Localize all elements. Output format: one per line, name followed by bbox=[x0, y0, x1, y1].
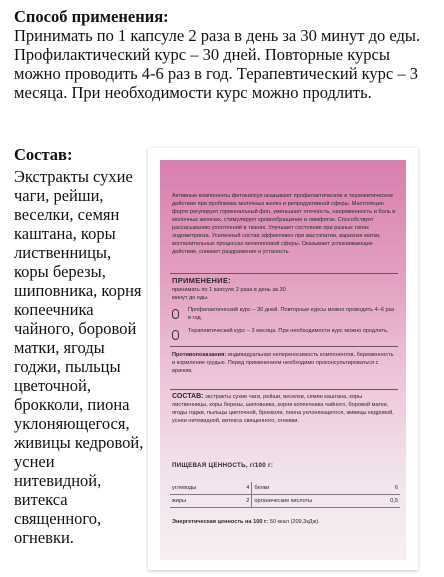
composition-line: священного, bbox=[14, 509, 102, 528]
composition-line: шиповника, корня bbox=[14, 281, 142, 300]
composition-line: чайного, боровой bbox=[14, 319, 137, 338]
nutrient-value: 0,5 bbox=[374, 495, 400, 508]
composition-section bbox=[14, 146, 154, 547]
box-composition-text: экстракты сухие чаги, рейши, веселки, семян каштана, коры лиственницы, коры березы, шиповника, корня копеечника чайного, боровой матки, ягоды годжи, пыльцы цветочной, брокколи, пиона уклоняющегося, живицы кедровой, уснеи нитевидной, витекса священного, огневки. bbox=[172, 394, 394, 424]
divider bbox=[170, 273, 398, 274]
box-composition bbox=[172, 393, 398, 425]
box-application-text: принимать по 1 капсуле 2 раза в день за 30 минут до еды. bbox=[172, 287, 286, 301]
nutrient-name: углеводы bbox=[170, 482, 225, 495]
composition-line: коры березы, bbox=[14, 262, 106, 281]
composition-line: чаги, рейши, bbox=[14, 186, 104, 205]
box-contra-text: индивидуальная непереносимость компонентов, беременность и кормление грудью. Перед применением необходимо проконсультироваться с врачом. bbox=[172, 352, 394, 374]
composition-line: уснеи bbox=[14, 452, 55, 471]
nutrient-name: органические кислоты bbox=[252, 495, 374, 508]
box-back-label bbox=[160, 160, 406, 560]
composition-line: копеечника bbox=[14, 300, 94, 319]
box-energy-value: 50 ккал (209,3кДж). bbox=[269, 519, 320, 525]
box-composition-heading: СОСТАВ: bbox=[172, 393, 204, 400]
table-row bbox=[170, 495, 400, 508]
box-course-preventive: Профилактический курс – 30 дней. Повторные курсы можно проводить 4–6 раз в год. bbox=[188, 307, 395, 321]
box-energy bbox=[172, 518, 398, 526]
usage-section bbox=[14, 8, 439, 102]
box-application-heading: ПРИМЕНЕНИЕ: bbox=[172, 276, 232, 285]
composition-line: живицы кедровой, bbox=[14, 433, 144, 452]
composition-line: брокколи, пиона bbox=[14, 395, 130, 414]
box-contraindications bbox=[172, 351, 398, 375]
product-box-photo bbox=[148, 148, 418, 570]
usage-text: Принимать по 1 капсуле 2 раза в день за 30 минут до еды. Профилактический курс – 30 дней. Повторные курсы можно проводить 4-6 раз в год. Терапевтический курс – 3 месяца. При необходимости курс можно продлить. bbox=[14, 26, 421, 102]
composition-line: Экстракты сухие bbox=[14, 167, 133, 186]
nutrition-table bbox=[170, 482, 400, 508]
composition-line: каштана, коры bbox=[14, 224, 116, 243]
composition-line: лиственницы, bbox=[14, 243, 112, 262]
box-nutrition-heading: ПИЩЕВАЯ ЦЕННОСТЬ, г/100 г: bbox=[172, 462, 274, 469]
table-row bbox=[170, 482, 400, 495]
composition-heading: Состав: bbox=[14, 145, 73, 164]
divider bbox=[170, 346, 398, 347]
box-contra-heading: Противопоказания: bbox=[172, 352, 227, 358]
nutrient-value: 4 bbox=[225, 482, 252, 495]
box-energy-label: Энергетическая ценность на 100 г: bbox=[172, 519, 269, 525]
divider bbox=[170, 389, 398, 390]
capsule-icon bbox=[172, 309, 179, 319]
composition-line: уклоняющегося, bbox=[14, 414, 130, 433]
usage-heading: Способ применения: bbox=[14, 7, 169, 26]
nutrient-value: 2 bbox=[225, 495, 252, 508]
capsule-icon bbox=[172, 330, 179, 340]
composition-line: годжи, пыльцы bbox=[14, 357, 121, 376]
composition-line: цветочной, bbox=[14, 376, 91, 395]
nutrient-value: 6 bbox=[374, 482, 400, 495]
composition-line: матки, ягоды bbox=[14, 338, 105, 357]
composition-line: витекса bbox=[14, 490, 68, 509]
box-course-therapeutic: Терапевтический курс – 3 месяца. При необходимости курс можно продлить. bbox=[188, 328, 389, 334]
composition-line: веселки, семян bbox=[14, 205, 120, 224]
nutrient-name: белки bbox=[252, 482, 374, 495]
composition-text bbox=[14, 167, 154, 547]
composition-line: нитевидной, bbox=[14, 471, 102, 490]
nutrient-name: жиры bbox=[170, 495, 225, 508]
composition-line: огневки. bbox=[14, 528, 74, 547]
box-intro-text: Активные компоненты фитокапсул оказывают профилактическое и терапевтическое действие при проблемах молочных желез и репродуктивной сферы. Мастолецин форте регулирует гормональный фон, уменьшает отечность, напряженность и боль в молочных железах, стимулирует кровообращение и лимфоток. Способствует рассасыванию уплотнений в тканях. Улучшает состояние при разных типах эндометриоза. Усиленный состав эффективен при мастопатии, варикозе матки, воспалительных процессах мочеполовой сферы. Оказывает успокаивающее действие, снимает раздражение и усталость. bbox=[172, 193, 396, 255]
